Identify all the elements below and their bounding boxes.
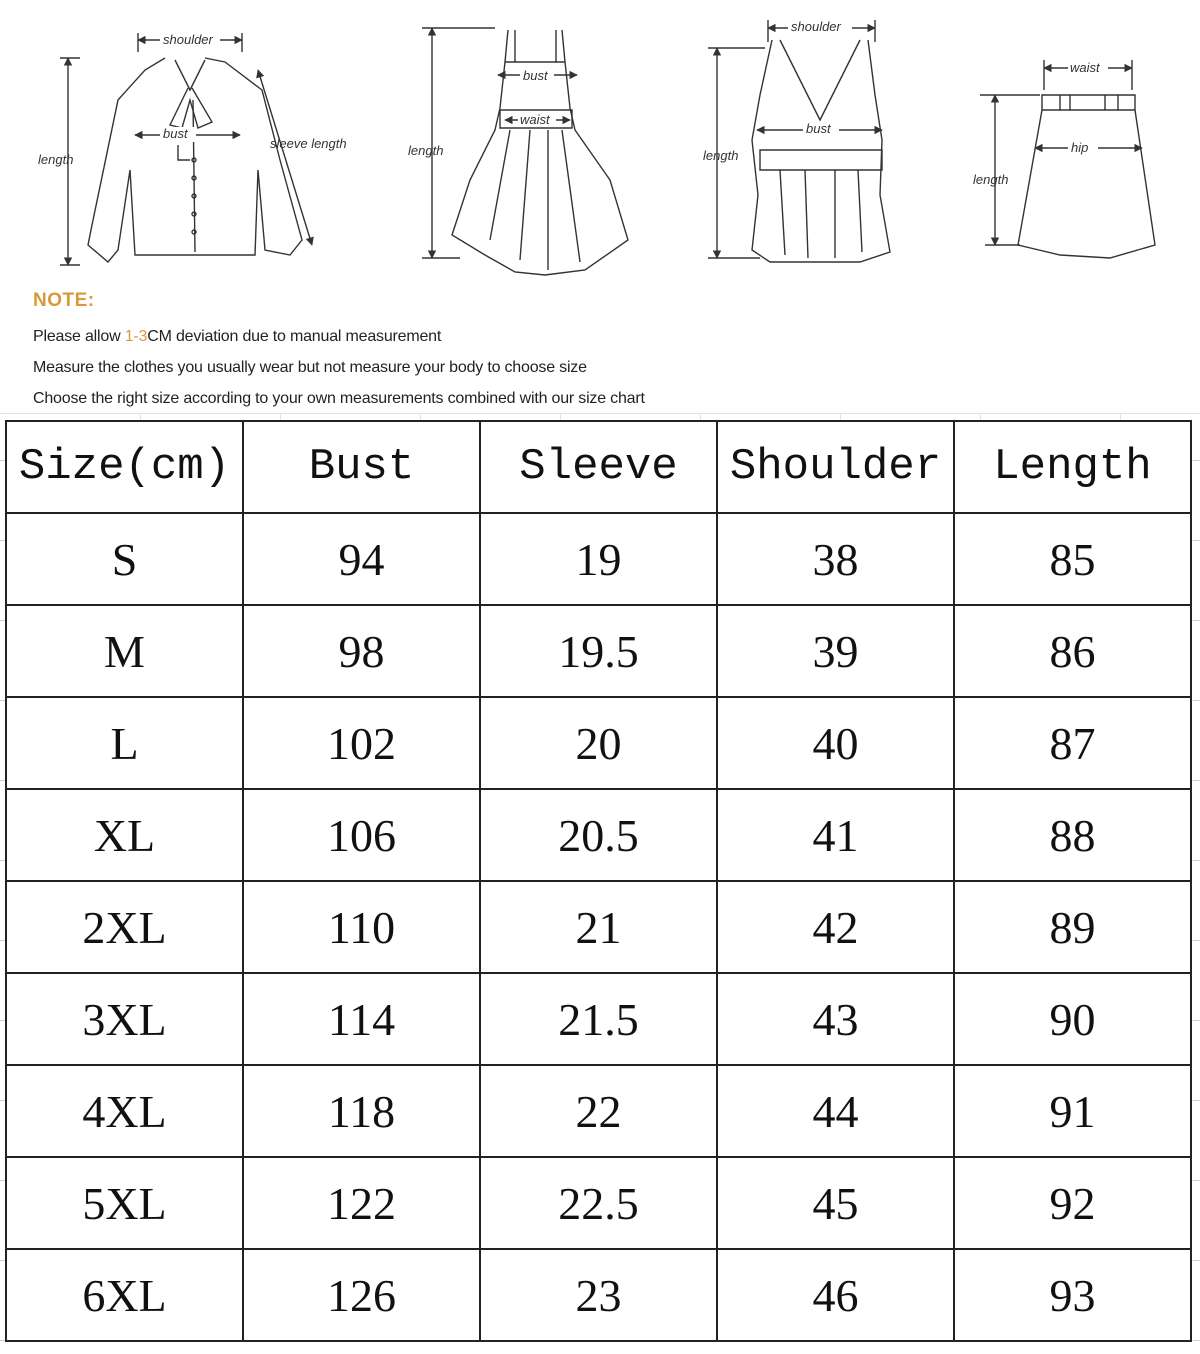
measurement-diagram [0, 0, 1200, 290]
table-row [6, 513, 1191, 605]
cell-sleeve: 21 [480, 881, 717, 973]
cell-sleeve: 21.5 [480, 973, 717, 1065]
cell-sleeve: 23 [480, 1249, 717, 1341]
cell-size: L [6, 697, 243, 789]
note-deviation-range: 1-3 [124, 328, 148, 345]
tank-bust-label: bust [806, 121, 831, 136]
cell-bust: 114 [243, 973, 480, 1065]
blouse-shoulder-label: shoulder [163, 32, 213, 47]
table-row [6, 881, 1191, 973]
blouse-drawing [88, 58, 302, 262]
table-row [6, 973, 1191, 1065]
cell-size: 2XL [6, 881, 243, 973]
table-row [6, 697, 1191, 789]
cell-shoulder: 40 [717, 697, 954, 789]
cell-shoulder: 39 [717, 605, 954, 697]
cell-bust: 118 [243, 1065, 480, 1157]
spreadsheet-grid-right [1193, 420, 1200, 1354]
header-bust: Bust [243, 421, 480, 513]
header-length: Length [954, 421, 1191, 513]
cell-bust: 102 [243, 697, 480, 789]
cell-bust: 122 [243, 1157, 480, 1249]
dress-waist-label: waist [520, 112, 550, 127]
cell-length: 92 [954, 1157, 1191, 1249]
cell-size: M [6, 605, 243, 697]
cell-length: 91 [954, 1065, 1191, 1157]
cell-sleeve: 22.5 [480, 1157, 717, 1249]
cell-bust: 98 [243, 605, 480, 697]
skirt-waist-label: waist [1070, 60, 1100, 75]
table-header-row [6, 421, 1191, 513]
note-line-deviation-text-end: CM deviation due to manual measurement [147, 328, 442, 345]
cell-length: 85 [954, 513, 1191, 605]
cell-length: 86 [954, 605, 1191, 697]
cell-sleeve: 19.5 [480, 605, 717, 697]
cell-sleeve: 22 [480, 1065, 717, 1157]
cell-length: 93 [954, 1249, 1191, 1341]
cell-size: 5XL [6, 1157, 243, 1249]
note-line-deviation-text-start: Please allow [33, 328, 125, 345]
dress-length-label: length [408, 143, 444, 158]
cell-shoulder: 41 [717, 789, 954, 881]
cell-shoulder: 38 [717, 513, 954, 605]
dress-drawing [452, 30, 628, 275]
cell-length: 87 [954, 697, 1191, 789]
table-row [6, 1065, 1191, 1157]
dress-bust-label: bust [523, 68, 548, 83]
header-sleeve: Sleeve [480, 421, 717, 513]
cell-size: 4XL [6, 1065, 243, 1157]
blouse-sleeve-length-label: sleeve length [270, 136, 347, 151]
cell-shoulder: 44 [717, 1065, 954, 1157]
cell-size: XL [6, 789, 243, 881]
cell-bust: 94 [243, 513, 480, 605]
garment-illustrations [0, 0, 1200, 290]
blouse-bust-label: bust [163, 126, 188, 141]
table-row [6, 789, 1191, 881]
cell-length: 89 [954, 881, 1191, 973]
cell-size: 6XL [6, 1249, 243, 1341]
cell-shoulder: 45 [717, 1157, 954, 1249]
cell-bust: 126 [243, 1249, 480, 1341]
cell-sleeve: 20 [480, 697, 717, 789]
table-row [6, 1249, 1191, 1341]
table-row [6, 605, 1191, 697]
cell-size: 3XL [6, 973, 243, 1065]
note-line-deviation [33, 328, 441, 346]
tank-drawing [752, 40, 890, 262]
cell-size: S [6, 513, 243, 605]
note-title: NOTE: [33, 290, 95, 311]
cell-shoulder: 43 [717, 973, 954, 1065]
cell-sleeve: 20.5 [480, 789, 717, 881]
skirt-hip-label: hip [1071, 140, 1089, 155]
header-shoulder: Shoulder [717, 421, 954, 513]
cell-bust: 106 [243, 789, 480, 881]
table-row [6, 1157, 1191, 1249]
skirt-drawing [1018, 95, 1155, 258]
cell-shoulder: 42 [717, 881, 954, 973]
cell-length: 90 [954, 973, 1191, 1065]
cell-shoulder: 46 [717, 1249, 954, 1341]
cell-sleeve: 19 [480, 513, 717, 605]
blouse-length-label: length [38, 152, 74, 167]
tank-shoulder-label: shoulder [791, 19, 841, 34]
note-line-choose-size: Choose the right size according to your own measurements combined with our size chart [33, 390, 645, 407]
note-line-measure-clothes: Measure the clothes you usually wear but not measure your body to choose size [33, 359, 587, 376]
tank-length-label: length [703, 148, 739, 163]
cell-length: 88 [954, 789, 1191, 881]
skirt-length-label: length [973, 172, 1009, 187]
cell-bust: 110 [243, 881, 480, 973]
size-chart-table [5, 420, 1192, 1342]
header-size: Size(cm) [6, 421, 243, 513]
